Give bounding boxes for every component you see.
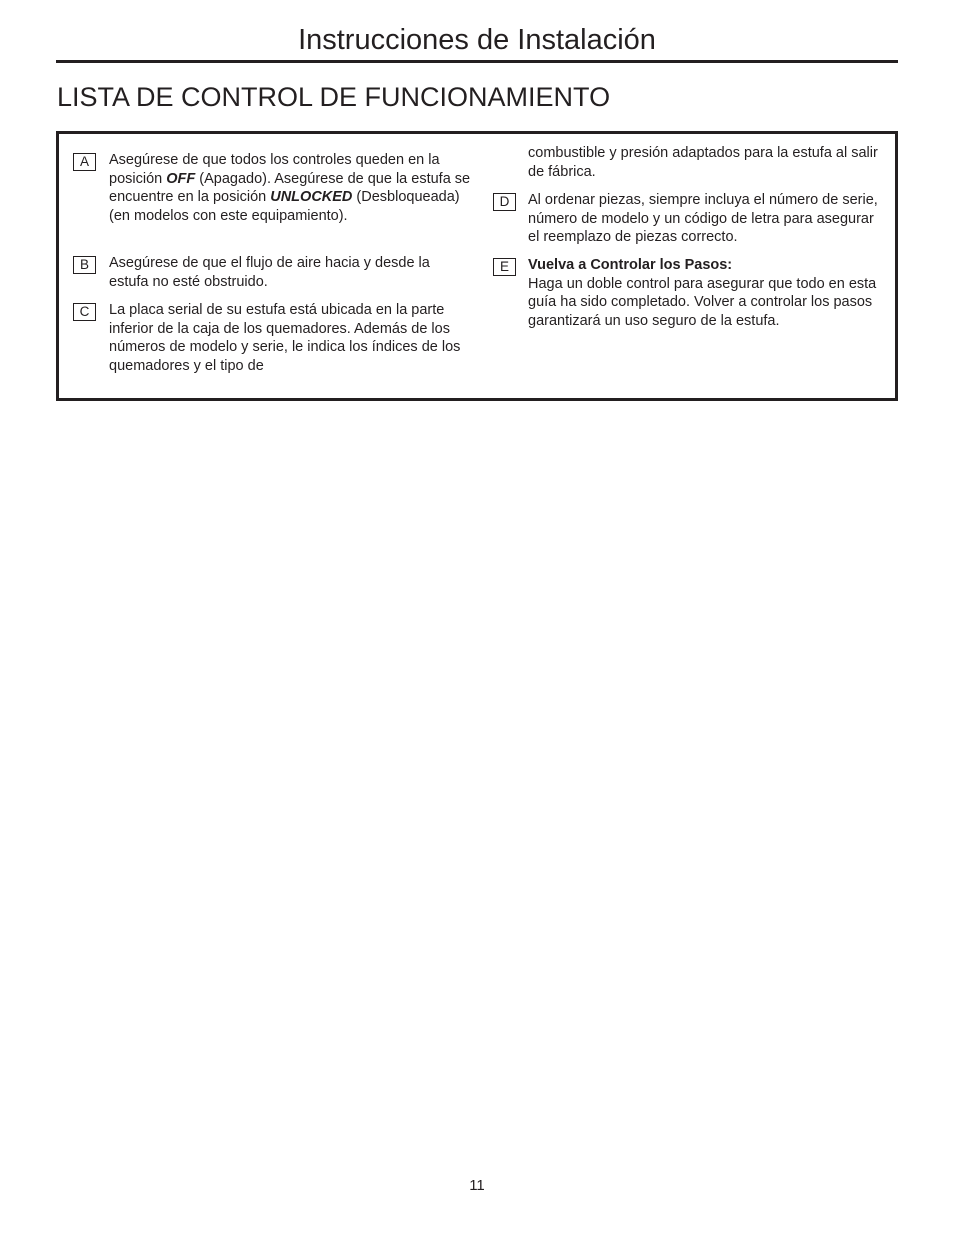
checklist-item-e	[528, 256, 884, 331]
checklist-item-a-text-2: (Apagado). Asegúrese de que la estufa se encuentre en la posición	[109, 170, 471, 206]
checklist-letter-d: D	[493, 193, 516, 211]
checklist-item-c: La placa serial de su estufa está ubicada en la parte inferior de la caja de los quemadores. Además de los números de modelo y serie, le indica los índices de los quemadores y el tipo de	[109, 302, 461, 375]
checklist-item-a-text-1: Asegúrese de que todos los controles queden en la posición	[109, 152, 440, 187]
page-number: 11	[469, 1177, 485, 1194]
checklist-letter-b: B	[73, 256, 96, 274]
checklist-letter-e: E	[493, 258, 516, 276]
checklist-item-e-text: Haga un doble control para asegurar que todo en esta guía ha sido completado. Volver a controlar los pasos garantizará un uso seguro de la estufa.	[528, 275, 877, 330]
checklist-item-b: Asegúrese de que el flujo de aire hacia y desde la estufa no esté obstruido.	[109, 255, 430, 290]
header-rule	[56, 60, 898, 63]
checklist-item-a-text-3: (Desbloqueada) (en modelos con este equipamiento).	[109, 189, 460, 225]
checklist-item-a	[109, 151, 471, 226]
checklist-letter-c: C	[73, 303, 96, 321]
unlocked-label: UNLOCKED	[270, 189, 353, 206]
page-header-title: Instrucciones de Instalación	[298, 24, 656, 56]
section-title: LISTA DE CONTROL DE FUNCIONAMIENTO	[57, 82, 611, 112]
checklist-item-c-continuation: combustible y presión adaptados para la estufa al salir de fábrica.	[528, 145, 878, 180]
checklist-item-e-heading: Vuelva a Controlar los Pasos:	[528, 257, 733, 273]
checklist-letter-a: A	[73, 153, 96, 171]
off-label: OFF	[166, 170, 196, 187]
checklist-item-d: Al ordenar piezas, siempre incluya el número de serie, número de modelo y un código de letra para asegurar el reemplazo de piezas correcto.	[528, 192, 878, 246]
